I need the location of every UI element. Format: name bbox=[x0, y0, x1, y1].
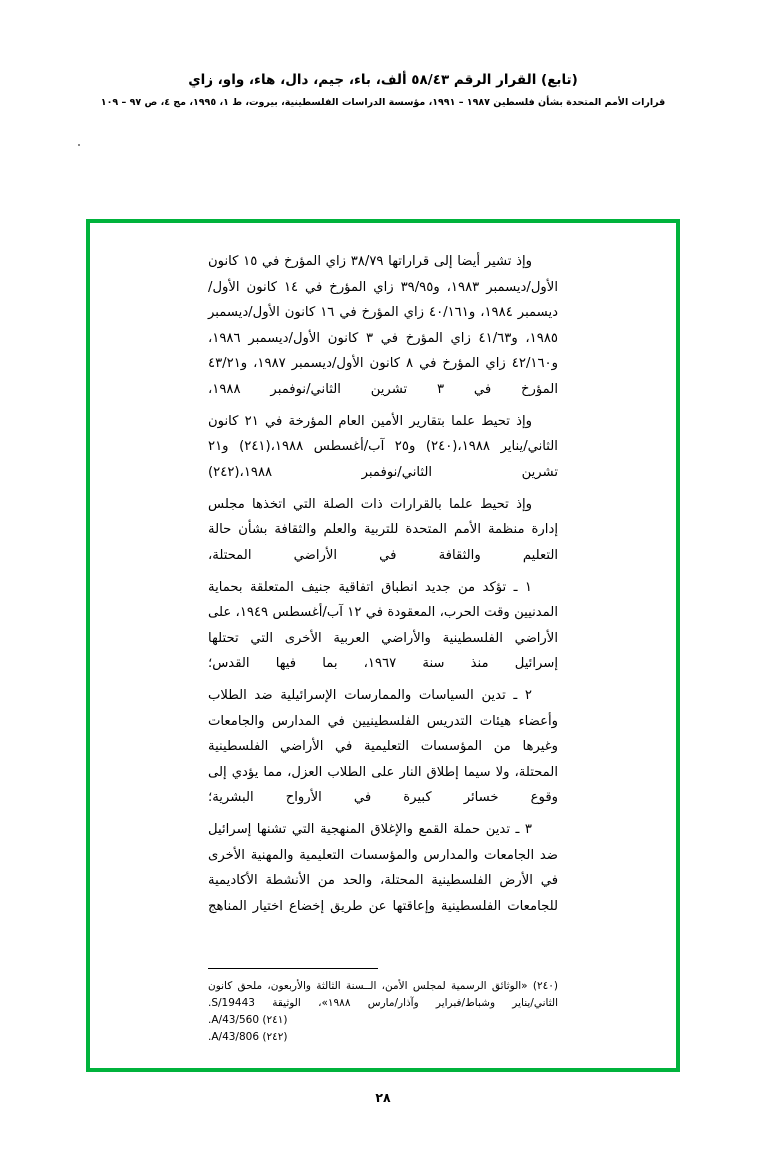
content-body bbox=[208, 249, 558, 1054]
page-corner-mark bbox=[78, 144, 80, 146]
paragraph-recital-3: وإذ تحيط علما بالقرارات ذات الصلة التي اتخذها مجلس إدارة منظمة الأمم المتحدة للتربية والعلم والثقافة بشأن حالة التعليم والثقافة في الأراضي المحتلة، bbox=[208, 496, 558, 563]
paragraph-recital-1: وإذ تشير أيضا إلى قراراتها ٣٨/٧٩ زاي المؤرخ في ١٥ كانون الأول/ديسمبر ١٩٨٣، و٣٩/٩٥ زاي المؤرخ في ١٤ كانون الأول/ديسمبر ١٩٨٤، و٤٠/١٦١ زاي المؤرخ في ١٦ كانون الأول/ديسمبر ١٩٨٥، و٤١/٦٣ زاي المؤرخ في ٣ كانون الأول/ديسمبر ١٩٨٦، و٤٢/١٦٠ زاي المؤرخ في ٨ كانون الأول/ديسمبر ١٩٨٧، و٤٣/٢١ المؤرخ في ٣ تشرين الثاني/نوفمبر ١٩٨٨، bbox=[208, 254, 559, 397]
page-number: ٢٨ bbox=[375, 1090, 391, 1105]
footnote-240: (٢٤٠) «الوثائق الرسمية لمجلس الأمن، الــسنة الثالثة والأربعون، ملحق كانون الثاني/يناير وشباط/فبراير وآذار/مارس ١٩٨٨»، الوثيقة S/19443. bbox=[208, 980, 559, 1009]
footnote-241: (٢٤١) A/43/560. bbox=[208, 1014, 288, 1026]
source-citation: قرارات الأمم المتحدة بشأن فلسطين ١٩٨٧ – ١٩٩١، مؤسسة الدراسات الفلسطينية، بيروت، ط ١، ١٩٩٥، مج ٤، ص ٩٧ – ١٠٩ bbox=[100, 97, 666, 108]
paragraph-operative-3: ٣ ـ تدين حملة القمع والإغلاق المنهجية التي تشنها إسرائيل ضد الجامعات والمدارس والمؤسسات التعليمية والمهنية الأخرى في الأرض الفلسطينية المحتلة، والحد من الأنشطة الأكاديمية للجامعات الفلسطينية وإعاقتها عن طريق إخضاع اختيار المناهج bbox=[208, 822, 558, 914]
document-page bbox=[0, 72, 766, 1156]
page-header bbox=[0, 72, 766, 108]
footnote-242: (٢٤٢) A/43/806. bbox=[208, 1031, 288, 1043]
paragraph-operative-1: ١ ـ تؤكد من جديد انطباق اتفاقية جنيف المتعلقة بحماية المدنيين وقت الحرب، المعقودة في ١٢ آب/أغسطس ١٩٤٩، على الأراضي الفلسطينية والأراضي العربية الأخرى التي تحتلها إسرائيل منذ سنة ١٩٦٧، بما فيها القدس؛ bbox=[208, 579, 558, 671]
resolution-text bbox=[208, 249, 558, 919]
footnote-divider bbox=[208, 968, 378, 969]
footnotes-section bbox=[208, 968, 558, 1046]
page-title: (تابع) القرار الرقم ٥٨/٤٣ ألف، باء، جيم، دال، هاء، واو، زاي bbox=[188, 72, 578, 88]
paragraph-recital-2: وإذ تحيط علما بتقارير الأمين العام المؤرخة في ٢١ كانون الثاني/يناير ١٩٨٨،(٢٤٠) و٢٥ آب/أغسطس ١٩٨٨،(٢٤١) و٢١ تشرين الثاني/نوفمبر ١٩٨٨،(٢٤٢) bbox=[208, 413, 558, 480]
paragraph-operative-2: ٢ ـ تدين السياسات والممارسات الإسرائيلية ضد الطلاب وأعضاء هيئات التدريس الفلسطينيين في المدارس والجامعات وغيرها من المؤسسات التعليمية في الأراضي الفلسطينية المحتلة، ولا سيما إطلاق النار على الطلاب العزل، مما يؤدي إلى وقوع خسائر كبيرة في الأرواح البشرية؛ bbox=[208, 688, 558, 805]
content-frame bbox=[86, 219, 680, 1072]
